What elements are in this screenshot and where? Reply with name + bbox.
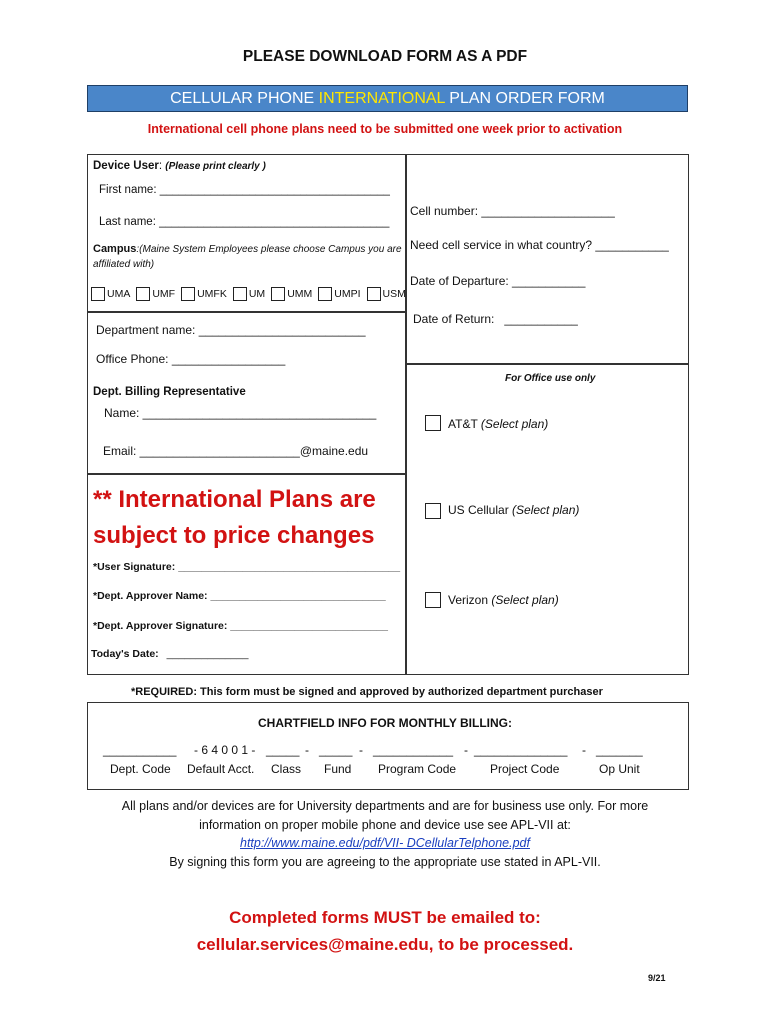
op-unit-blank[interactable]: _______ <box>596 743 643 757</box>
chartfield-heading: CHARTFIELD INFO FOR MONTHLY BILLING: <box>258 716 512 730</box>
fund-blank[interactable]: _____ <box>319 743 353 757</box>
device-user-heading: Device User: (Please print clearly ) <box>93 160 266 172</box>
left-divider-2 <box>87 473 406 475</box>
separator: - <box>582 743 586 757</box>
program-code-label: Program Code <box>378 762 457 776</box>
att-option: AT&T (Select plan) <box>448 417 549 431</box>
fund-label: Fund <box>324 762 352 776</box>
project-code-label: Project Code <box>490 762 560 776</box>
policy-line-1: All plans and/or devices are for University departments and are for business use only. For more <box>121 799 649 813</box>
verizon-checkbox[interactable] <box>425 592 441 608</box>
default-acct-label: Default Acct. <box>187 762 255 776</box>
separator: - <box>464 743 468 757</box>
default-acct-value: - 6 4 0 0 1 - <box>194 743 256 757</box>
return-date-field[interactable]: Date of Return: ___________ <box>413 312 578 326</box>
billing-name-field[interactable]: Name: ___________________________________ <box>104 406 377 420</box>
class-label: Class <box>271 762 302 776</box>
policy-link-row <box>0 836 770 850</box>
policy-link[interactable]: http://www.maine.edu/pdf/VII- DCellularTelphone.pdf <box>240 836 530 850</box>
verizon-option: Verizon (Select plan) <box>448 593 559 607</box>
campus-checkbox-umf[interactable] <box>136 287 150 301</box>
policy-line-2: information on proper mobile phone and device use see APL-VII at: <box>199 818 571 832</box>
campus-label-umf: UMF <box>152 288 176 300</box>
campus-checkbox-umfk[interactable] <box>181 287 195 301</box>
dept-code-label: Dept. Code <box>110 762 171 776</box>
todays-date-field[interactable]: Today's Date: ______________ <box>91 648 249 660</box>
us-cellular-checkbox[interactable] <box>425 503 441 519</box>
billing-email-field[interactable]: Email: ________________________@maine.edu <box>103 444 369 458</box>
campus-options <box>91 287 412 301</box>
user-signature-field[interactable]: *User Signature: ______________________________________ <box>93 561 401 573</box>
campus-label-umfk: UMFK <box>197 288 227 300</box>
campus-note: affiliated with) <box>93 259 155 270</box>
right-divider <box>405 363 689 365</box>
left-divider-1 <box>87 311 406 313</box>
form-title-banner <box>87 85 688 112</box>
column-divider <box>405 154 407 675</box>
submission-notice: International cell phone plans need to be submitted one week prior to activation <box>147 122 623 136</box>
price-change-notice: ** International Plans are subject to price changes <box>93 486 376 549</box>
campus-checkbox-uma[interactable] <box>91 287 105 301</box>
campus-label-umpi: UMPI <box>334 288 361 300</box>
email-instruction: Completed forms MUST be emailed to: <box>229 908 541 927</box>
banner-text-1: CELLULAR PHONE <box>170 90 319 107</box>
separator: - <box>359 743 363 757</box>
campus-label-um: UM <box>248 288 266 300</box>
email-address-line: cellular.services@maine.edu, to be processed. <box>196 935 574 954</box>
banner-highlight: INTERNATIONAL <box>318 90 445 107</box>
att-checkbox[interactable] <box>425 415 441 431</box>
campus-checkbox-usm[interactable] <box>367 287 381 301</box>
office-use-label: For Office use only <box>505 373 596 384</box>
project-code-blank[interactable]: ______________ <box>474 743 568 757</box>
class-blank[interactable]: _____ <box>266 743 300 757</box>
campus-label-uma: UMA <box>107 288 131 300</box>
first-name-field[interactable]: First name: ____________________________________ <box>99 184 390 196</box>
separator: - <box>305 743 309 757</box>
billing-rep-heading: Dept. Billing Representative <box>93 386 246 398</box>
approver-name-field[interactable]: *Dept. Approver Name: ______________________________ <box>93 590 386 602</box>
op-unit-label: Op Unit <box>599 762 640 776</box>
campus-label-usm: USM <box>382 288 406 300</box>
service-country-field[interactable]: Need cell service in what country? ___________ <box>410 238 669 252</box>
cell-number-field[interactable]: Cell number: ____________________ <box>410 204 615 218</box>
last-name-field[interactable]: Last name: ____________________________________ <box>99 216 390 228</box>
policy-line-3: By signing this form you are agreeing to the appropriate use stated in APL-VII. <box>169 855 601 869</box>
campus-checkbox-um[interactable] <box>233 287 247 301</box>
department-name-field[interactable]: Department name: _________________________ <box>96 323 366 337</box>
office-phone-field[interactable]: Office Phone: _________________ <box>96 352 286 366</box>
approver-signature-field[interactable]: *Dept. Approver Signature: ___________________________ <box>93 620 388 632</box>
download-notice: PLEASE DOWNLOAD FORM AS A PDF <box>242 48 528 65</box>
campus-heading: Campus:(Maine System Employees please choose Campus you are <box>93 243 402 255</box>
us-cellular-option: US Cellular (Select plan) <box>448 503 580 517</box>
required-note: *REQUIRED: This form must be signed and approved by authorized department purchaser <box>131 686 603 698</box>
campus-checkbox-umm[interactable] <box>271 287 285 301</box>
version-label: 9/21 <box>648 973 666 983</box>
campus-checkbox-umpi[interactable] <box>318 287 332 301</box>
dept-code-blank[interactable]: ___________ <box>103 743 177 757</box>
banner-text-2: PLAN ORDER FORM <box>444 90 605 107</box>
campus-label-umm: UMM <box>287 288 313 300</box>
program-code-blank[interactable]: ____________ <box>373 743 454 757</box>
departure-date-field[interactable]: Date of Departure: ___________ <box>410 274 586 288</box>
